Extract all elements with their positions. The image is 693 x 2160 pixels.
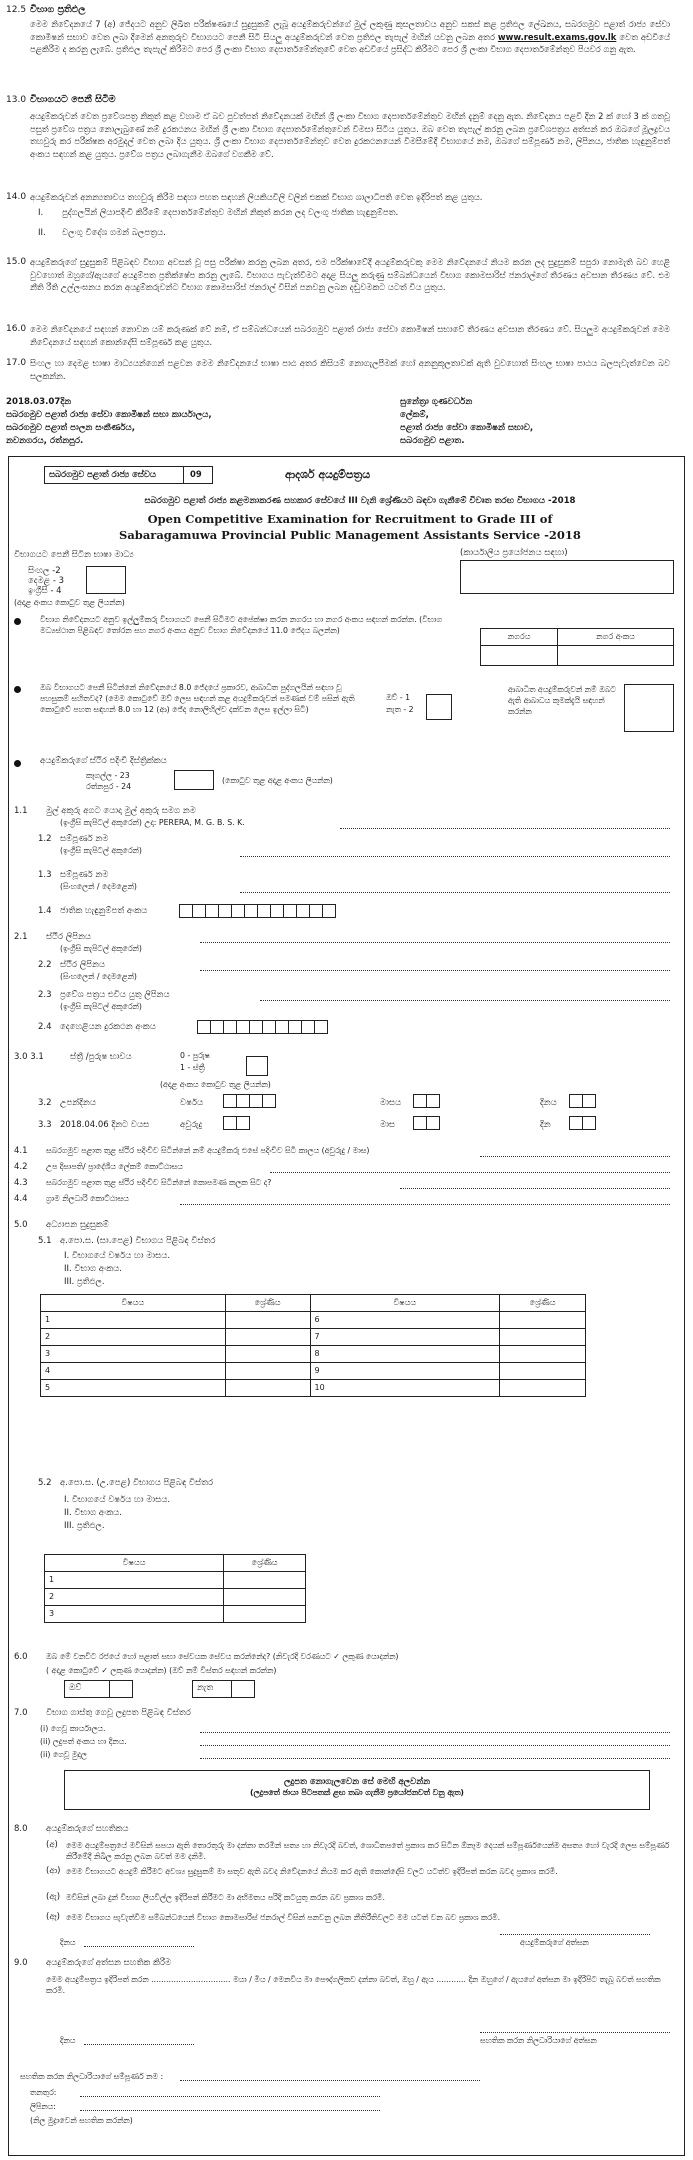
postal-address-label: ප්‍රවේශ පත්‍රය එවිය යුතු ලිපිනය	[60, 990, 170, 1000]
dob-year-cells[interactable]	[224, 1094, 276, 1108]
q-number: 2.1	[14, 932, 28, 942]
dob-month-cells[interactable]	[414, 1094, 440, 1108]
age-month-label: මාස	[380, 1120, 396, 1130]
residence-period-field[interactable]	[480, 1156, 670, 1157]
subject-header: විෂයය	[45, 1555, 224, 1572]
phone-label: දෙහෙළියන දුරකථන අංකය	[60, 1022, 156, 1032]
fee-office-field[interactable]	[200, 1732, 670, 1733]
q-number: 1.2	[38, 834, 52, 844]
table-row: 3	[45, 1606, 306, 1623]
bullet-icon	[14, 618, 21, 625]
table-row: 2 7	[41, 1329, 586, 1346]
table-row: 2	[45, 1589, 306, 1606]
q-number: 5.2	[38, 1478, 52, 1488]
section-title: විභාගයට පෙනී සිටීම	[30, 94, 116, 105]
age-month-cells[interactable]	[414, 1116, 440, 1130]
service-number-box: 09	[183, 466, 213, 484]
district-options: කෑගල්ල - 23 රත්නපුර - 24	[86, 771, 132, 791]
q-number: 4.3	[14, 1178, 28, 1188]
full-name-en-label: සම්පූර්ණ නම	[60, 834, 109, 844]
age-year-label: අවුරුදු	[180, 1120, 203, 1130]
district-note: (කොටුව තුළ අදාළ අංකය ලියන්න)	[222, 776, 333, 785]
section-text: අයදුම්කරුවන් අනන්‍යතාවය තහවුරු කිරීම සඳහා පහත සඳහන් ලියකියවිලි වලින් එකක් විභාග ශාලාධිපති වෙත ඉදිරිපත් කළ යුතුය.	[30, 192, 483, 202]
q-number: 4.1	[14, 1146, 28, 1156]
employment-no-box[interactable]: නැත	[192, 1680, 232, 1698]
name-initials-label: මුල් අකුරු අගට යොදා මුල් අකුරු සමග නම	[46, 806, 196, 816]
date-label: දිනය	[60, 2036, 76, 2045]
al-label: අ.පො.ස. (උ.පෙළ) විභාගය පිළිබඳ විස්තර	[60, 1478, 214, 1488]
q-number: 8.0	[14, 1824, 28, 1834]
sex-note: (අදාළ අංකය කොටුව තුළ ලියන්න)	[160, 1080, 271, 1089]
employment-no-check[interactable]	[231, 1680, 255, 1698]
disability-input-box[interactable]	[426, 694, 452, 720]
nic-label: ජාතික හැඳුනුම්පත් අංකය	[60, 906, 148, 916]
table-row: 3 8	[41, 1346, 586, 1363]
declaration-item: මෙම විභාගයට අයදුම් කිරීමට අවශ්‍ය සුදුසුකම් මා සතුව ඇති බවද නිවේදනයේ නියම කර ඇති කොන්දේසි වලට යටත්ව ඉදිරිපත් කරන බවද ප්‍රකාශ කරමි.	[66, 1867, 558, 1876]
dob-day-label: දිනය	[540, 1098, 557, 1108]
disability-type-box[interactable]	[624, 684, 674, 732]
age-year-cells[interactable]	[224, 1116, 250, 1130]
ol-items: I. විභාගයේ වර්ෂය හා මාසය. II. විභාග අංකය. III. ප්‍රතිඵල.	[64, 1251, 171, 1287]
education-label: අධ්‍යාපන සුදුසුකම්	[46, 1220, 109, 1230]
table-row: 5 10	[41, 1380, 586, 1397]
q-number: 4.4	[14, 1194, 28, 1204]
receipt-paste-box[interactable]: ලදුපත නොගැලවෙන සේ මෙහි අලවන්න (ලදුපතේ ඡායා පිටපතක් ළඟ තබා ගැනීම ප්‍රයෝජනවත් වනු ඇත)	[64, 1770, 650, 1810]
q-number: 3.3	[38, 1120, 52, 1130]
fee-items: (i) ගෙවූ කාර්යාලය. (ii) ලදුපත් අංකය හා දිනය. (ii) ගෙවූ මුදල	[40, 1724, 127, 1759]
certification-date-field[interactable]	[84, 2044, 194, 2045]
signoff-right: සුනේත්‍රා ගුණවර්ධන ලේකම්, පළාත් රාජ්‍ය සේවා කොමිෂන් සභාව, සබරගමුව පළාත.	[400, 397, 534, 446]
city-input[interactable]	[481, 646, 558, 666]
gn-division-field[interactable]	[180, 1204, 670, 1205]
list-item-label: I.	[38, 208, 44, 218]
office-use-box	[460, 560, 674, 594]
signoff-left: 2018.03.07දින සබරගමුව පළාත් රාජ්‍ය සේවා කොමිෂන් සභා කාර්යාලය, සබරගමුව පළාත් පාලන සංකීර්ණය, නවනගරය, රත්නපුර.	[6, 397, 212, 446]
name-initials-sub: (ඉංග්‍රීසි කැපිටල් අකුරෙන්) උදා: PERERA, M. G. B. S. K.	[60, 818, 245, 827]
q-number: 1.1	[14, 806, 28, 816]
section-text: අයදුම්කරුවන් වෙත ප්‍රවේශපත්‍ර නිකුත් කළ වහාම ඒ බව පුවත්පත් නිවේදනයක් මඟින් ශ්‍රී ලංකා විභාග දෙපාර්තමේන්තුව මඟින් දැනුම් දෙනු ඇත. නිවේදනය පළවී දින 2 ක් හෝ 3 ක් ගතවූ පසුත් ප්‍රවේශ පත්‍රය නොලැබුණේ නම් දුරකථනය මඟින් ශ්‍රී ලංකා විභාග දෙපාර්තමේන්තුවෙන් විමසා සිටිය යුතුය. ඔබ වෙත තැපැල් කරනු ලබන ප්‍රවේශපත්‍රය අත්සන් කර ඔබගේ මූලද්‍රවය තහවුරු කර පරීක්ෂක අරමුදල් වෙත ලබා දිය යුතුය. ශ්‍රී ලංකා විභාග දෙපාර්තමේන්තුව වෙත දුරකථනයෙන් විමසීමේදී විභාගයේ නම, ඔබගේ සම්පූර්ණ නම, ලිපිනය, ජාතික හැඳුනුම්පත් අංකය සඳහන් කළ යුතුය. ප්‍රවේශ පත්‍රය ලබාගැනීම ඔබගේ වගකීම වේ.	[30, 111, 670, 159]
city-number-input[interactable]	[558, 646, 674, 666]
grade-header: ශ්‍රේණිය	[500, 1295, 586, 1312]
subject-header: විෂයය	[310, 1295, 500, 1312]
residence-since-field[interactable]	[400, 1188, 670, 1189]
section-text: සිංහල හා දෙමළ භාෂා මාධ්‍යයන්ගෙන් පළවන මෙම නිවේදනයේ භාෂා පාඨ අතර කිසියම් නොගැලපීමක් හෝ අනනුකූලතාවක් ඇති වුවහොත් සිංහල භාෂා පාඨය බලපැවැත්වෙන බව සලකන්න.	[30, 358, 670, 381]
address-si-sub: (සිංහලෙන් / දෙමළෙන්)	[60, 972, 137, 981]
employment-sub: ( අදාළ කොටුවේ ✓ ලකුණ යොදන්න) (ඔව් නම් විස්තර සඳහන් කරන්න)	[46, 1666, 277, 1675]
declaration-item-label: (ඈ)	[46, 1912, 61, 1922]
medium-options: සිංහල -2 දෙමළ - 3 ඉංග්‍රීසි - 4	[28, 566, 65, 596]
office-use-label: (කාර්යාලීය ප්‍රයෝජනය සඳහා)	[460, 548, 568, 558]
gn-division-label: ග්‍රාම නිලධාරි කොට්ඨාසය	[46, 1194, 129, 1203]
form-title-si: සබරගමුව පළාත් රාජ්‍ය කළමනාකරණ සහකාර සේවයේ III වැනි ශ්‍රේණියට බඳවා ගැනීමේ විවෘත තරඟ විභාගය -2018	[144, 496, 576, 506]
q-number: 2.4	[38, 1022, 52, 1032]
dob-label: උපන්දිනය	[60, 1098, 96, 1108]
medium-input-box[interactable]	[86, 566, 126, 594]
dob-day-cells[interactable]	[570, 1094, 596, 1108]
date-label: දිනය	[60, 1938, 76, 1947]
full-name-si-label: සම්පූර්ණ නම	[60, 870, 109, 880]
subject-header: විෂයය	[41, 1295, 226, 1312]
section-number: 12.5	[6, 5, 27, 15]
fee-amount-field[interactable]	[200, 1758, 670, 1759]
age-day-label: දින	[540, 1120, 551, 1130]
address-en-field[interactable]	[200, 942, 670, 943]
disability-text: ඔබ විභාගයට පෙනී සිටින්නේ නිවේදනයේ 8.0 ජේදයේ ප්‍රකාරව, ආබාධිත පුද්ගලයින් සඳහා වූ පහසුකම් සහිතවද? (මෙම කොටුවේ ඔව් ලෙස සඳහන් කළ අයදුම්කරුවන් පමණක් වම් පසින් ඇති කොටුවේ පහත සඳහන් 8.0 හා 12 (ආ) ජේද නොලිහිල්ව දක්වන ලෙස ඉල්ලා සිටී)	[40, 683, 355, 714]
certifier-title-field[interactable]	[80, 2096, 380, 2097]
dob-year-label: වර්ෂය	[180, 1098, 204, 1108]
city-header: නගරය	[481, 629, 558, 646]
applicant-signature-label: අයදුම්කරුගේ අත්සන	[520, 1938, 589, 1947]
medium-note: (අදාළ අංකය කොටුව තුළ ලියන්න)	[14, 598, 125, 607]
full-name-en-field[interactable]	[240, 856, 670, 857]
bullet-icon	[14, 686, 21, 693]
grade-header: ශ්‍රේණිය	[224, 1555, 306, 1572]
ds-division-field[interactable]	[270, 1172, 670, 1173]
q-number: 4.2	[14, 1162, 28, 1172]
fee-receipt-field[interactable]	[200, 1745, 670, 1746]
q-number: 5.0	[14, 1220, 28, 1230]
medium-label: විභාගයට පෙනී සිටින භාෂා මාධ්‍ය	[14, 550, 134, 560]
q-number: 9.0	[14, 1958, 28, 1968]
q-number: 2.3	[38, 990, 52, 1000]
q-number: 3.2	[38, 1098, 52, 1108]
disability-type-text: ආබාධිත අයදුම්කරුවන් නම් ඔබට ඇති ආබාධය කුමක්දැයි සඳහන් කරන්න	[508, 685, 617, 716]
q-number: 5.1	[38, 1236, 52, 1246]
list-item-label: II.	[38, 228, 46, 238]
certifier-address-field[interactable]	[80, 2110, 380, 2111]
form-title-en-2: Sabaragamuwa Provincial Public Management Assistants Service -2018	[119, 528, 581, 542]
al-results-table	[44, 1554, 306, 1623]
age-label: 2018.04.06 දිනට වයස	[60, 1120, 150, 1130]
address-en-label: ස්ථිර ලිපිනය	[46, 932, 91, 942]
address-si-label: ස්ථිර ලිපිනය	[60, 960, 105, 970]
sex-options: 0 - පුරුෂ 1 - ස්ත්‍රී	[180, 1051, 210, 1072]
grade-header: ශ්‍රේණිය	[225, 1295, 310, 1312]
q-number: 7.0	[14, 1708, 28, 1718]
q-number: 6.0	[14, 1652, 28, 1662]
certifier-name-label: සහතික කරන නිලධාරියාගේ සම්පූර්ණ නම :	[20, 2072, 164, 2081]
applicant-signature-field[interactable]	[500, 1934, 650, 1935]
certifier-signature-label: සහතික කරන නිලධාරියාගේ අත්සන	[480, 2036, 597, 2045]
sex-label: ස්ත්‍රී /පුරුෂ භාවය	[70, 1052, 132, 1062]
section-number: 16.0	[6, 324, 27, 334]
section-title: විභාග ප්‍රතිඵල	[30, 4, 86, 15]
q-number: 3.0 3.1	[14, 1052, 44, 1062]
nic-input-cells[interactable]	[180, 904, 336, 918]
residence-since-label: සබරගමුව පළාත තුළ ස්ථිර පදිංචිව සිටින්නේ කොපමණ කලක සිට ද?	[46, 1178, 272, 1187]
employment-label: ඔබ මේ වනවිට රජයේ හෝ පළාත් සභා සේවයක සේවය කරන්නේද? (නිවැරදි වරණයට ✓ ලකුණ යොදන්න)	[46, 1652, 399, 1661]
list-item: පුද්ගලයින් ලියාපදිංචි කිරීමේ දෙපාර්තමේන්තුව මඟින් නිකුත් කරන ලද වලංගු ජාතික හැඳුනුම්පත.	[62, 208, 399, 218]
certifier-signature-field[interactable]	[480, 2032, 670, 2033]
yes-no-options: ඔව් - 1 නැත - 2	[386, 693, 414, 714]
full-name-en-sub: (ඉංග්‍රීසි කැපිටල් අකුරෙන්)	[60, 846, 142, 855]
residence-period-label: සබරගමුව පළාත තුළ ස්ථිර පදිංචිව සිටින්නේ නම් අයදුම්කරු එසේ පදිංචිව සිටි කාලය (අවුරුදු / මාස)	[46, 1146, 370, 1155]
form-title: ආදර්ශ අයදුම්පත්‍රය	[285, 468, 371, 481]
certification-label: අයදුම්කරුගේ අත්සන සහතික කිරීම	[46, 1958, 172, 1968]
address-en-sub: (ඉංග්‍රීසි කැපිටල් අකුරෙන්)	[60, 944, 142, 953]
declaration-label: අයදුම්කරුගේ සහතිකය	[46, 1824, 129, 1834]
center-text: විභාග නිවේදනයට අනුව ඉල්ලුම්කරු විභාගයට පෙනී සිටීමට අපේක්ෂා කරන නගරය හා නගර අංකය සඳහන් කරන්න. (විභාග මධ්‍යස්ථාන පිළිබඳව තෝරන සහ නගර අංකය අනුව විභාග නිවේදනයේ 11.0 ජේදය බලන්න)	[40, 615, 443, 635]
section-text: මෙම නිවේදනයේ 7 (අ) ජේදයට අනුව ලිඛිත පරීක්ෂණයේ සුදුසුකම් ලැබූ අයදුම්කරුවන්ගේ මුල් ලකුණු කුසලතාවය අනුව සකස් කළ ප්‍රතිඵල ලේඛනය, සබරගමුව පළාත් රාජ්‍ය සේවා කොමිෂන් සභාව වෙත ලබා දීමෙන් අනතුරුව විභාගයට පෙනී සිටි සියලු අයදුම්කරුවන් වෙත ප්‍රතිඵල තැපැල් මඟින් යවනු ලබන අතර www.result.exams.gov.lk වෙත අඩවියේ පළකිරීම ද කරනු ලැබේ. ප්‍රතිඵල තැපැල් කිරීමට පෙර ශ්‍රී ලංකා විභාග දෙපාර්තමේන්තුවේ වෙත අඩවියේ ප්‍රසිද්ධ කිරීමට පෙර ශ්‍රී ලංකා විභාග දෙපාර්තමේන්තුව පියවර ගනු ඇත.	[30, 19, 670, 54]
q-number: 1.3	[38, 870, 52, 880]
form-title-en-1: Open Competitive Examination for Recruitment to Grade III of	[147, 512, 553, 526]
sex-input-box[interactable]	[246, 1056, 268, 1076]
table-row: 4 9	[41, 1363, 586, 1380]
employment-yes-box[interactable]: ඔව්	[64, 1680, 110, 1698]
section-text: අයදුම්කරුගේ සුදුසුකම් පිළිබඳව විභාග අවසන් වූ පසු පරීක්ෂා කරනු ලබන අතර, එම පරීක්ෂාවේදී අයදුම්කරුවකු මෙම නිවේදනයේ නියම කරන ලද සුදුසුකම් සපුරා නොමැති බව හෙළි වුවහොත් ඔහුගේ/ඇයගේ අයදුම්පත ප්‍රතික්ෂේප කරනු ලැබේ. විභාගය පැවැත්වීමට අදාළ සියලු කරුණු සම්බන්ධයෙන් විභාග කොමසාරිස් ජනරාල්ගේ තීරණය අවසාන තීරණය වේ. එම නීති රීති උල්ලංඝනය කරන අයදුම්කරුවන්ට විභාග කොමසාරිස් ජනරාල් විසින් පනවනු ලබන දඬුවමකට යටත් විය යුතුය.	[30, 257, 670, 292]
section-text: මෙම නිවේදනයේ සඳහන් නොවන යම් කරුණක් වේ නම්, ඒ සම්බන්ධයෙන් සබරගමුව පළාත් රාජ්‍ය සේවා කොමිෂන් සභාවේ තීරණය අවසාන තීරණය වේ. සියලුම අයදුම්කරුවන් මෙම නිවේදනයේ සඳහන් කොන්දේසි සම්පූර්ණ කළ යුතුය.	[30, 324, 670, 347]
q-number: 2.2	[38, 960, 52, 970]
results-url[interactable]: www.result.exams.gov.lk	[497, 31, 617, 42]
dob-month-label: මාසය	[380, 1098, 402, 1108]
age-day-cells[interactable]	[570, 1116, 596, 1130]
employment-yes-check[interactable]	[109, 1680, 133, 1698]
section-number: 17.0	[6, 358, 27, 368]
q-number: 1.4	[38, 906, 52, 916]
list-item: වලංගු විදේශ ගමන් බලපත්‍රය.	[62, 228, 166, 238]
declaration-item-label: (ඇ)	[46, 1892, 61, 1902]
service-label-box: සබරගමුව පළාත් රාජ්‍ය සේවය	[44, 466, 184, 484]
district-input-box[interactable]	[174, 770, 214, 790]
ol-label: අ.පො.ස. (සා.පෙළ) විභාගය පිළිබඳ විස්තර	[60, 1236, 216, 1246]
section-number: 15.0	[6, 257, 27, 267]
phone-input-cells[interactable]	[198, 1020, 328, 1034]
declaration-item: මෙම අයදුම්පත්‍රයේ මවිසින් සපයා ඇති තොරතුරු මා දන්නා තරමින් සත්‍ය හා නිවැරදි බවත්, ශොධිතපතේ ප්‍රකාශ කර සිටින ඕනෑම දෙයක් සම්පූර්ණයෙන්ම අසත්‍ය හෝ වැරදි ලෙස සම්පූර්ණ කිරීමේදී නිඛිල කරනු ලබන බවත් මම දනිමි.	[66, 1841, 670, 1861]
declaration-item: මවිසින් ලබා දුන් විභාග ලියවිල්ල ඉදිරිපත් කිරීමට මා අභිමතය පරිදි කටයුතු කරන බව ප්‍රකාශ කරමි.	[66, 1893, 385, 1902]
city-table	[480, 628, 674, 666]
district-label: අයදුම්කරුගේ ස්ථිර පදිංචි දිස්ත්‍රික්කය	[40, 756, 167, 766]
address-si-field[interactable]	[200, 970, 670, 971]
certification-text: මෙම අයදුම්පත්‍රය ඉදිරිපත් කරන ................................ මයා / මිය / මෙනවිය මා පෞද්ගලිකව දන්නා බවත්, ඔහු / ඇය ............ දින ඔහුගේ / ඇයගේ අත්සන මා ඉදිරිපිට තැබූ බවත් සහතික කරමි.	[46, 1975, 661, 1995]
declaration-item: මෙම විභාගය පැවැත්වීම සම්බන්ධයෙන් විභාග කොමසාරිස් ජනරාල් විසින් පනවනු ලබන නීතිරීතිවලට මම යටත් වන බව ප්‍රකාශ කරමි.	[66, 1913, 501, 1922]
ds-division-label: උප දිසාපති/ ප්‍රාදේශීය ලේකම් කොට්ඨාසය	[46, 1162, 183, 1171]
certifier-name-field[interactable]	[180, 2080, 480, 2081]
al-items: I. විභාගයේ වර්ෂය හා මාසය. II. විභාග අංකය. III. ප්‍රතිඵල.	[64, 1495, 171, 1531]
section-number: 14.0	[6, 192, 27, 202]
city-number-header: නගර අංකය	[558, 629, 674, 646]
certifier-items: තනතුර: ලිපිනය: (නිල මුද්‍රාවෙන් සහතික කරන්න)	[30, 2088, 133, 2125]
fee-label: විභාග ගාස්තු ගෙවූ ලදුපත පිළිබඳ විස්තර	[46, 1708, 191, 1718]
table-row: 1	[45, 1572, 306, 1589]
section-number: 13.0	[6, 95, 27, 105]
name-initials-field[interactable]	[340, 828, 670, 829]
postal-address-sub: (ඉංග්‍රීසි කැපිටල් අකුරෙන්)	[60, 1002, 142, 1011]
bullet-icon	[14, 760, 21, 767]
ol-results-table	[40, 1294, 586, 1397]
full-name-si-field[interactable]	[240, 892, 670, 893]
date-field[interactable]	[84, 1946, 194, 1947]
table-row: 1 6	[41, 1312, 586, 1329]
declaration-item-label: (ආ)	[46, 1866, 61, 1876]
full-name-si-sub: (සිංහලෙන් / දෙමළෙන්)	[60, 882, 137, 891]
declaration-item-label: (අ)	[46, 1840, 58, 1850]
postal-address-field[interactable]	[260, 1000, 670, 1001]
